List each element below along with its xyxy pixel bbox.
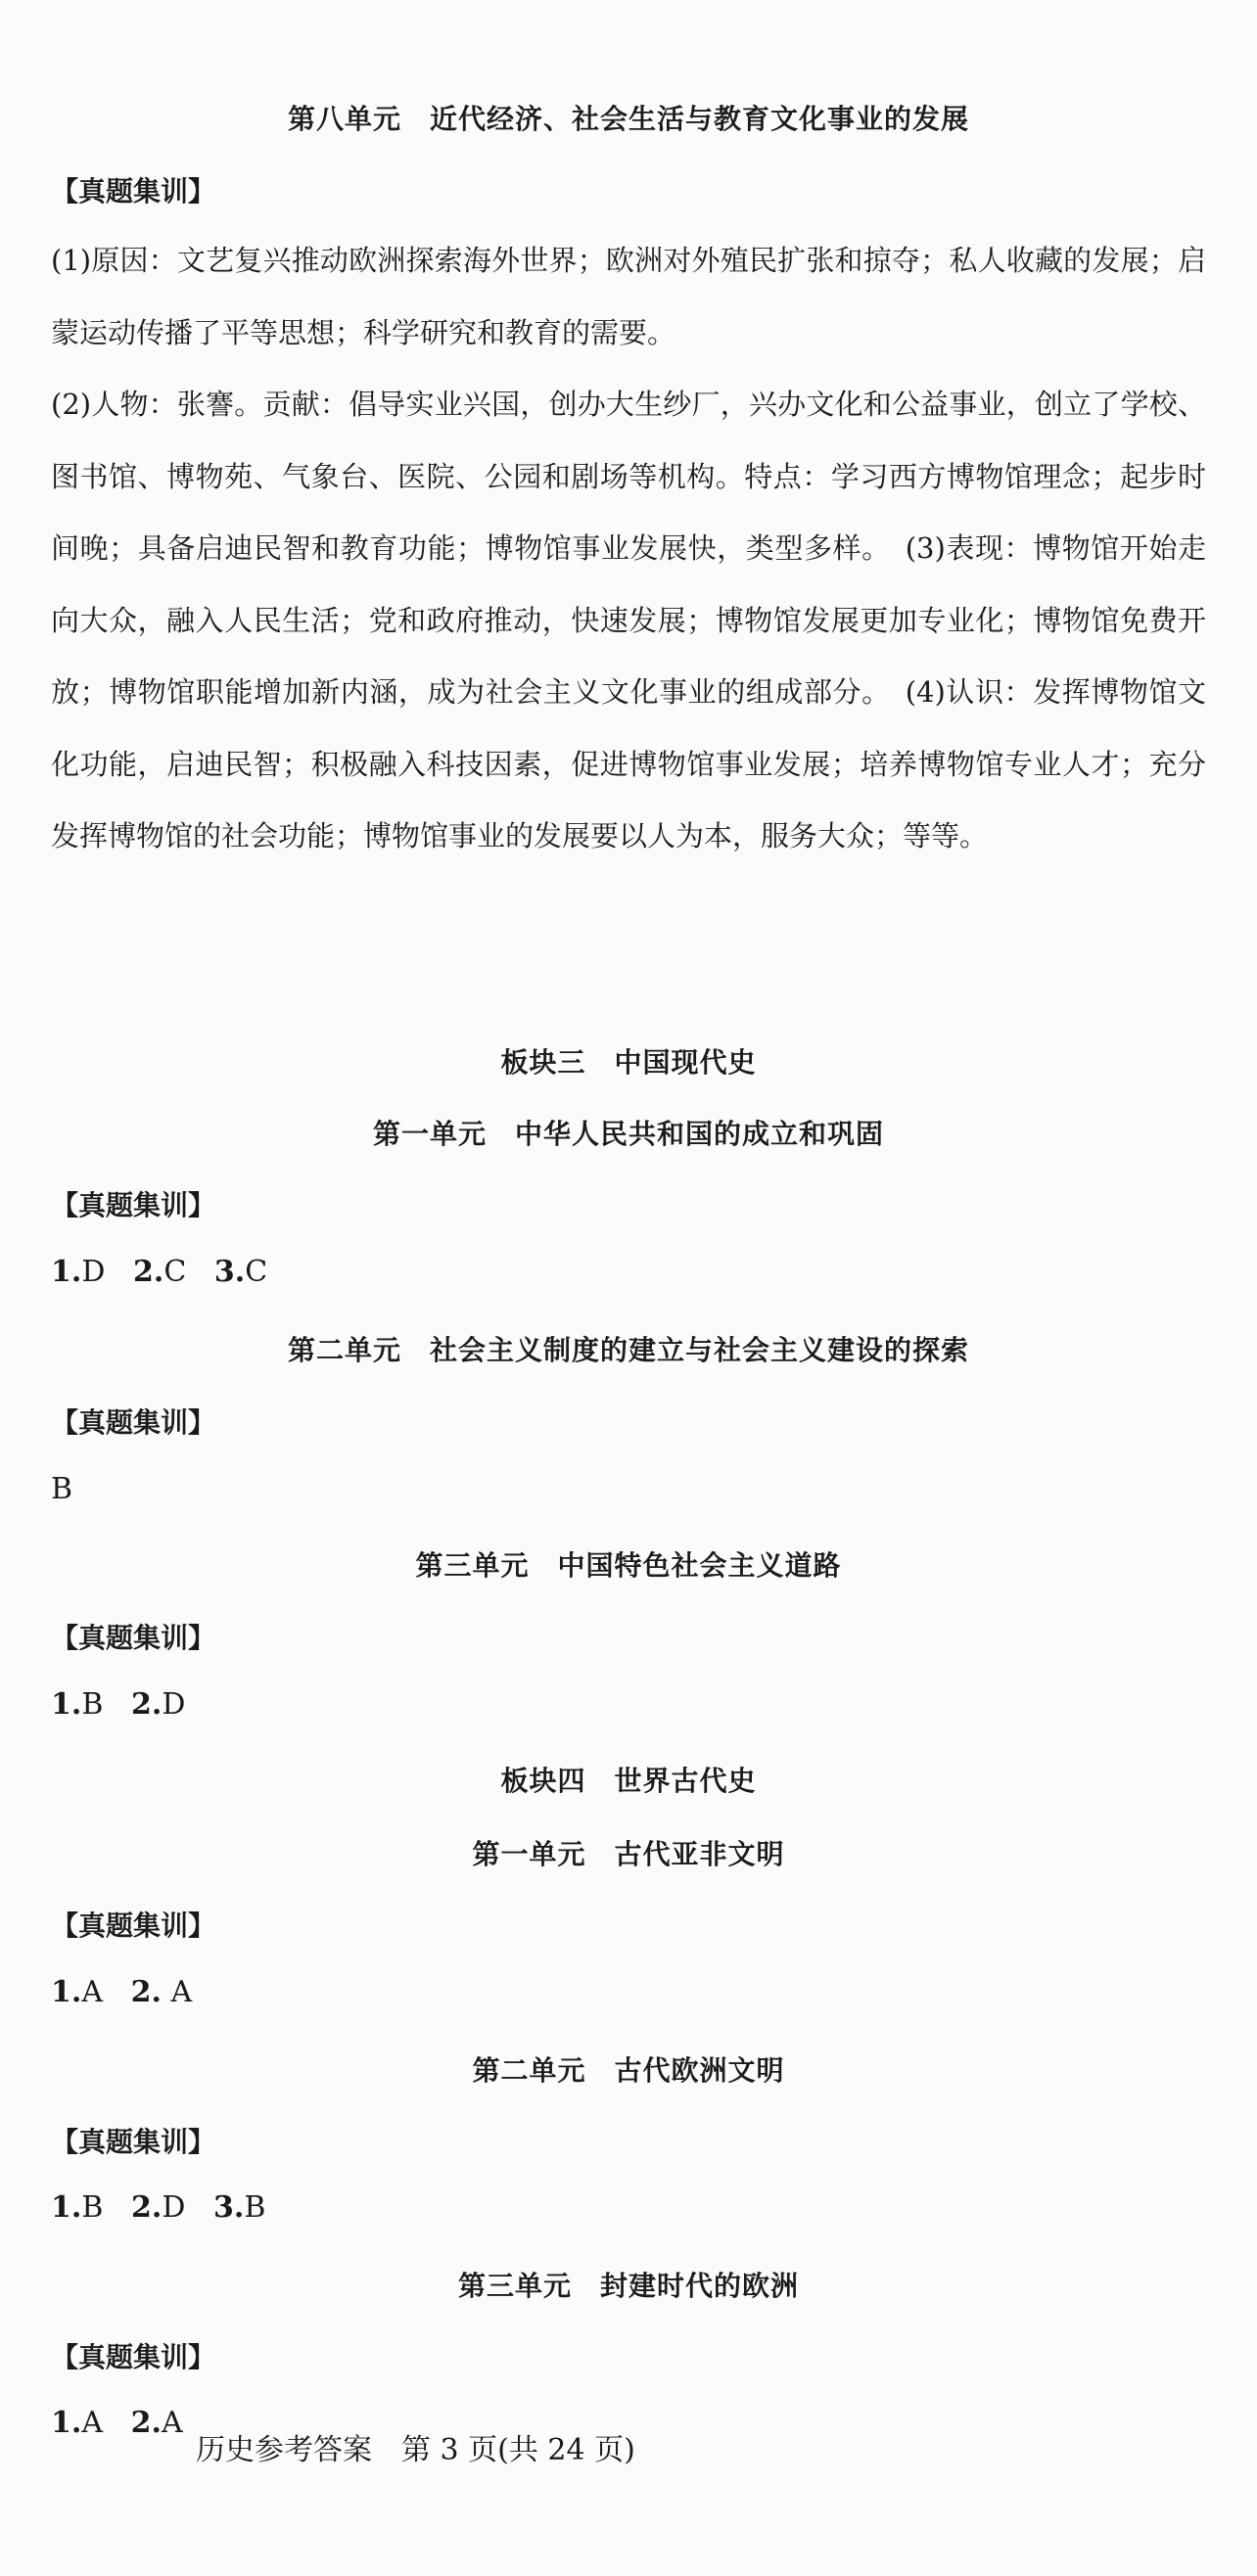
- block-3-unit-1-title: 第一单元 中华人民共和国的成立和巩固: [372, 1118, 884, 1150]
- unit-8-answer-2: (2)人物：张謇。贡献：倡导实业兴国，创办大生纱厂，兴办文化和公益事业，创立了学校、图书馆、博物苑、气象台、医院、公园和剧场等机构。特点：学习西方博物馆理念；起步时间晚；具备启迪民智和教育功能；博物馆事业发展快，类型多样。 (3)表现：博物馆开始走向大众，融入人民生活；党和政府推动，快速发展；博物馆发展更加专业化；博物馆免费开放；博物馆职能增加新内涵，成为社会主义文化事业的组成部分。 (4)认识：发挥博物馆文化功能，启迪民智；积极融入科技因素，促进博物馆事业发展；培养博物馆专业人才；充分发挥博物馆的社会功能；博物馆事业的发展要以人为本，服务大众；等等。: [51, 388, 1206, 852]
- unit-8-title: 第八单元 近代经济、社会生活与教育文化事业的发展: [287, 103, 969, 135]
- block-4-unit-2-title: 第二单元 古代欧洲文明: [472, 2054, 785, 2087]
- block-4-unit-1-title: 第一单元 古代亚非文明: [472, 1838, 785, 1870]
- block-3-unit-3-answers: 1.B 2.D: [51, 1687, 186, 1722]
- block-3-unit-1-answers: 1.D 2.C 3.C: [51, 1255, 268, 1289]
- footer-subject: 历史参考答案: [196, 2433, 372, 2467]
- footer-page-number: 第 3 页(共 24 页): [401, 2433, 635, 2467]
- block-4-unit-2-answers: 1.B 2.D 3.B: [51, 2190, 266, 2225]
- block-3-unit-2-label: 【真题集训】: [51, 1406, 216, 1439]
- unit-8-answer-1: (1)原因：文艺复兴推动欧洲探索海外世界；欧洲对外殖民扩张和掠夺；私人收藏的发展；启蒙运动传播了平等思想；科学研究和教育的需要。: [51, 244, 1206, 349]
- unit-8-label: 【真题集训】: [51, 175, 216, 207]
- block-3-unit-2-title: 第二单元 社会主义制度的建立与社会主义建设的探索: [287, 1334, 969, 1366]
- page-footer: [196, 2425, 665, 2468]
- block-4-unit-2-label: 【真题集训】: [51, 2126, 216, 2158]
- block-4-unit-1-label: 【真题集训】: [51, 1909, 216, 1942]
- block-3-title: 板块三 中国现代史: [500, 1046, 757, 1079]
- block-3-unit-2-answer: B: [51, 1472, 73, 1506]
- block-4-unit-1-answers: 1.A 2. A: [51, 1975, 193, 2009]
- block-3-unit-3-title: 第三单元 中国特色社会主义道路: [415, 1549, 842, 1582]
- block-3-unit-3-label: 【真题集训】: [51, 1622, 216, 1654]
- block-4-unit-3-title: 第三单元 封建时代的欧洲: [457, 2270, 799, 2302]
- block-4-unit-3-label: 【真题集训】: [51, 2341, 216, 2373]
- block-4-unit-3-answers: 1.A 2.A: [51, 2406, 183, 2440]
- block-3-unit-1-label: 【真题集训】: [51, 1189, 216, 1221]
- block-4-title: 板块四 世界古代史: [500, 1765, 757, 1797]
